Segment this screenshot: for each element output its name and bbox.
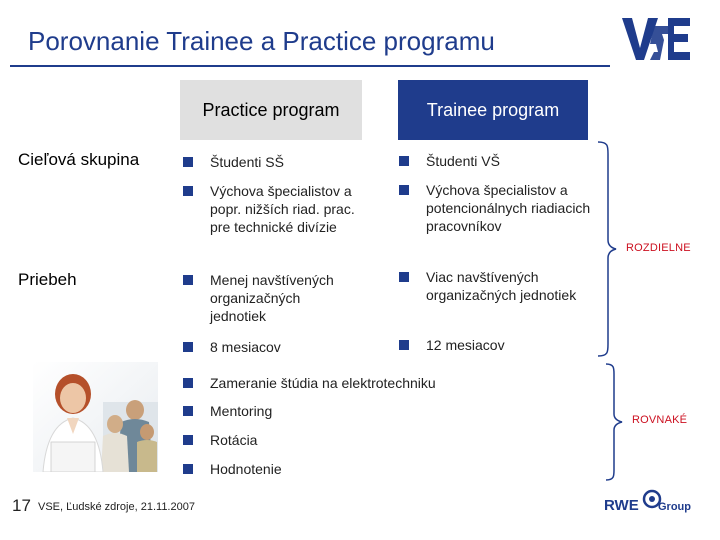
trainee-bullet-text: Výchova špecialistov a potencionálnych riadiacich pracovníkov — [426, 182, 591, 234]
trainee-bullet-text: 12 mesiacov — [426, 337, 505, 353]
shared-bullet-text: Hodnotenie — [210, 461, 282, 477]
bullet-square-icon — [399, 156, 409, 166]
trainee-bullet — [426, 336, 596, 354]
bullet-square-icon — [183, 186, 193, 196]
trainee-bullet — [426, 268, 596, 304]
practice-bullet-text: Študenti SŠ — [210, 154, 284, 170]
title-underline — [10, 65, 610, 67]
same-tag: ROVNAKÉ — [632, 414, 688, 426]
shared-bullet — [210, 402, 610, 420]
practice-bullet — [210, 153, 360, 171]
bullet-square-icon — [399, 340, 409, 350]
bullet-square-icon — [183, 406, 193, 416]
trainee-bullet — [426, 181, 596, 235]
column-header-practice: Practice program — [180, 80, 362, 140]
footer-text: VSE, Ľudské zdroje, 21.11.2007 — [38, 501, 195, 513]
row-label-target-group: Cieľová skupina — [18, 150, 140, 169]
bullet-square-icon — [183, 378, 193, 388]
practice-bullet — [210, 271, 360, 325]
bullet-square-icon — [399, 185, 409, 195]
column-header-trainee: Trainee program — [398, 80, 588, 140]
bullet-square-icon — [399, 272, 409, 282]
shared-bullet — [210, 374, 610, 392]
practice-bullet-text: 8 mesiacov — [210, 339, 281, 355]
bullet-square-icon — [183, 157, 193, 167]
bullet-square-icon — [183, 342, 193, 352]
trainees-photo — [33, 362, 158, 472]
trainee-bullet-text: Študenti VŠ — [426, 153, 500, 169]
practice-bullet-text: Menej navštívených organizačných jednotiek — [210, 272, 334, 324]
shared-bullet-text: Zameranie štúdia na elektrotechniku — [210, 375, 436, 391]
practice-bullet — [210, 182, 360, 236]
vse-logo — [620, 14, 692, 64]
rwe-logo-group: Group — [658, 501, 691, 513]
practice-bullet — [210, 338, 360, 356]
shared-bullet-text: Mentoring — [210, 403, 273, 419]
shared-bullet — [210, 431, 610, 449]
practice-bullet-text: Výchova špecialistov a popr. nižších riad. prac. pre technické divízie — [210, 183, 355, 235]
slide-title: Porovnanie Trainee a Practice programu — [28, 26, 495, 56]
slide-number: 17 — [12, 496, 31, 515]
rwe-logo-name: RWE — [604, 497, 639, 514]
trainee-bullet-text: Viac navštívených organizačných jednotiek — [426, 269, 577, 303]
shared-bullet — [210, 460, 610, 478]
row-label-course: Priebeh — [18, 270, 77, 289]
shared-bullet-text: Rotácia — [210, 432, 258, 448]
rwe-group-logo — [602, 484, 694, 522]
different-brace — [596, 140, 620, 358]
trainee-bullet — [426, 152, 596, 170]
bullet-square-icon — [183, 464, 193, 474]
different-tag: ROZDIELNE — [626, 242, 691, 254]
bullet-square-icon — [183, 275, 193, 285]
bullet-square-icon — [183, 435, 193, 445]
same-brace — [604, 362, 628, 482]
